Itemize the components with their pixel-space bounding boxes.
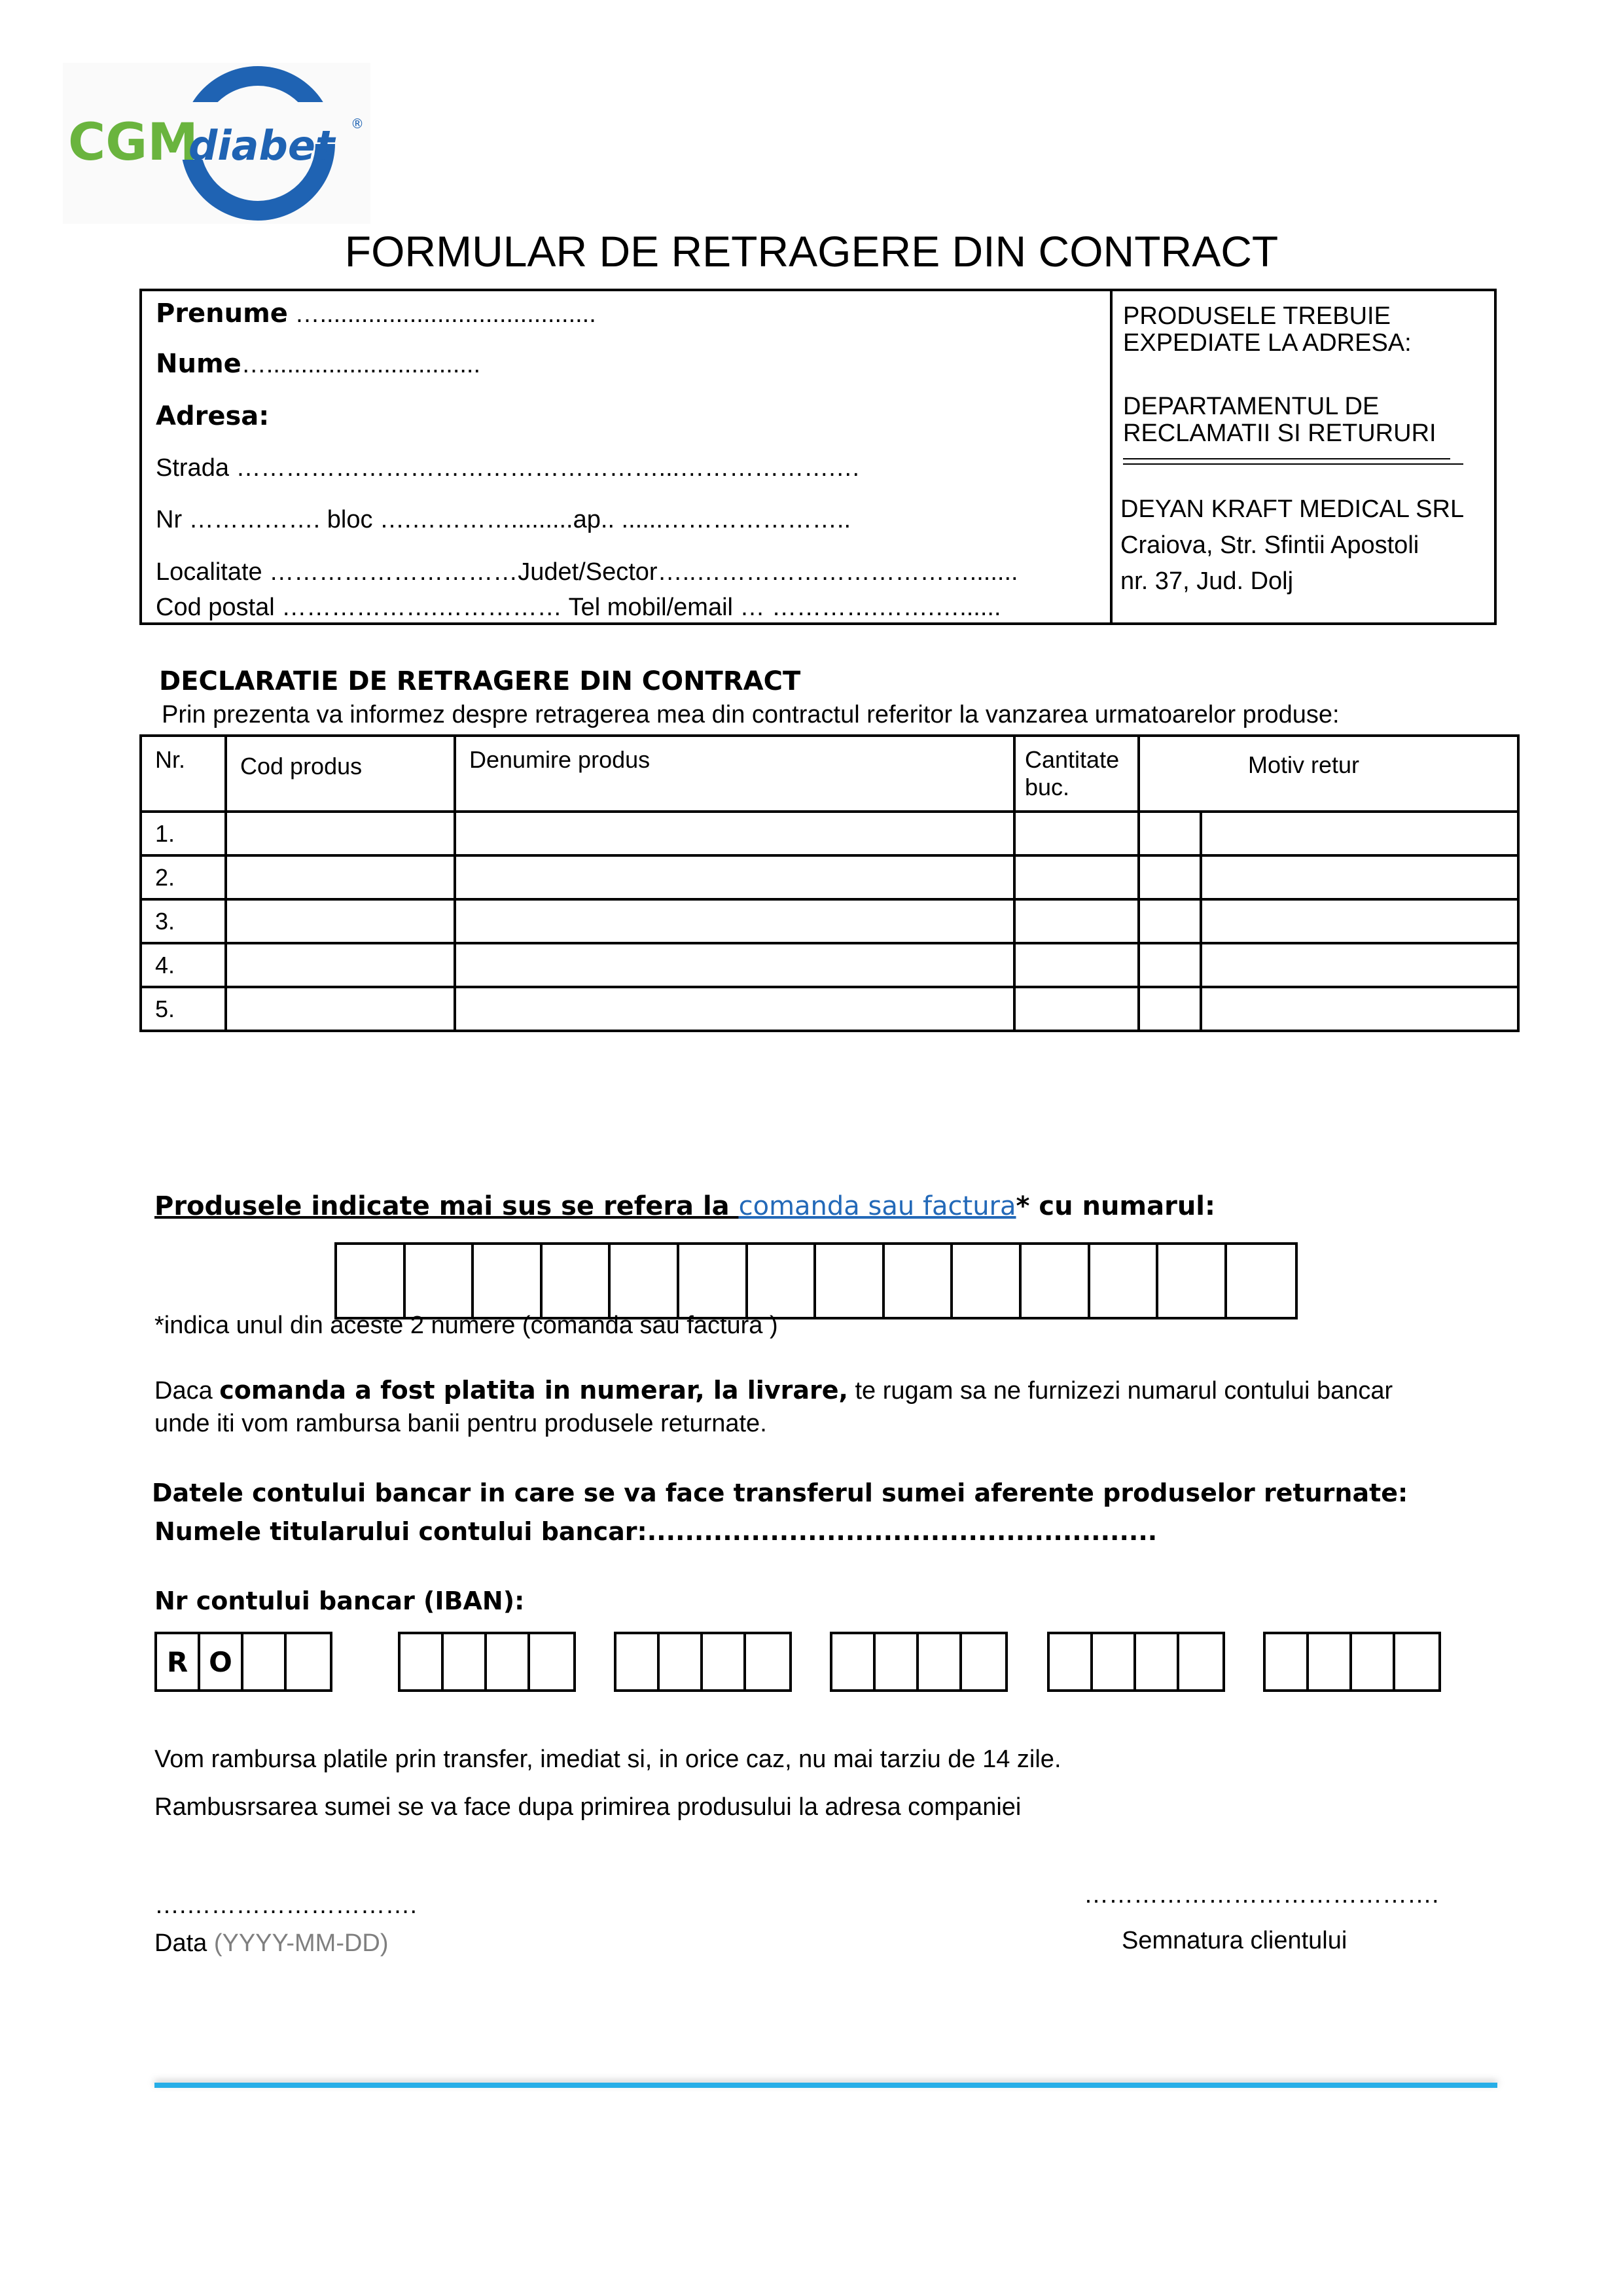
table-row (141, 987, 1518, 1031)
order-number-box[interactable] (748, 1245, 817, 1317)
order-number-box[interactable] (679, 1245, 748, 1317)
cell-denumire[interactable] (455, 987, 1014, 1031)
header-cantitate (1014, 736, 1139, 812)
order-number-box[interactable] (885, 1245, 954, 1317)
date-field-label (154, 1929, 389, 1958)
iban-group-3[interactable] (614, 1632, 792, 1692)
order-note: *indica unul din aceste 2 numere (comanda sau factura ) (154, 1312, 778, 1339)
logo-text-diabet: diabet (188, 122, 335, 170)
iban-group-4[interactable] (830, 1632, 1008, 1692)
iban-cell[interactable] (832, 1634, 876, 1689)
cell-cantitate[interactable] (1014, 987, 1139, 1031)
declaration-text: Prin prezenta va informez despre retragerea mea din contractul referitor la vanzarea urmatoarelor produse: (162, 701, 1340, 728)
cell-cod-produs[interactable] (226, 855, 455, 899)
iban-cell[interactable] (746, 1634, 789, 1689)
order-number-box[interactable] (1158, 1245, 1227, 1317)
iban-cell[interactable] (243, 1634, 287, 1689)
prenume-dots: …........................................ (287, 300, 596, 328)
cell-cantitate[interactable] (1014, 812, 1139, 855)
department-line-2: RECLAMATII SI RETURURI (1123, 420, 1436, 447)
adresa-label: Adresa: (156, 401, 270, 431)
department-rule-1 (1123, 458, 1450, 459)
form-title: FORMULAR DE RETRAGERE DIN CONTRACT (344, 227, 1279, 276)
account-holder-field[interactable] (154, 1517, 1157, 1546)
company-address-1: Craiova, Str. Sfintii Apostoli (1120, 531, 1419, 559)
cell-cantitate[interactable] (1014, 899, 1139, 943)
refund-line2: Rambusrsarea sumei se va face dupa primirea produsului la adresa companiei (154, 1793, 1022, 1821)
iban-cell[interactable] (1136, 1634, 1179, 1689)
cell-motiv-a[interactable] (1139, 855, 1201, 899)
date-dots[interactable]: ….………………………. (154, 1892, 418, 1919)
prenume-label: Prenume (156, 298, 288, 329)
iban-cell[interactable] (487, 1634, 530, 1689)
order-number-box[interactable] (543, 1245, 611, 1317)
cell-motiv-a[interactable] (1139, 987, 1201, 1031)
iban-group-5[interactable] (1047, 1632, 1225, 1692)
iban-cell[interactable] (876, 1634, 919, 1689)
iban-group-2[interactable] (398, 1632, 576, 1692)
header-motiv-retur: Motiv retur (1139, 736, 1518, 812)
cash-pre: Daca (154, 1377, 220, 1405)
iban-cell[interactable] (1352, 1634, 1395, 1689)
cell-denumire[interactable] (455, 943, 1014, 987)
shipping-heading-1: PRODUSELE TREBUIE (1123, 302, 1391, 330)
row-number: 1. (141, 812, 226, 855)
iban-cell: O (200, 1634, 243, 1689)
signature-label: Semnatura clientului (1122, 1927, 1347, 1954)
iban-cell[interactable] (1093, 1634, 1136, 1689)
company-logo (63, 63, 370, 224)
account-holder-dots: ...................................................... (647, 1517, 1158, 1546)
account-holder-label: Numele titularului contului bancar: (154, 1517, 647, 1546)
order-number-box[interactable] (1227, 1245, 1296, 1317)
cell-motiv-b[interactable] (1201, 987, 1518, 1031)
iban-cell[interactable] (1266, 1634, 1309, 1689)
order-number-box[interactable] (953, 1245, 1022, 1317)
nume-dots: …............................... (241, 351, 481, 378)
registered-mark: ® (351, 116, 364, 132)
iban-cell[interactable] (1309, 1634, 1352, 1689)
row-number: 3. (141, 899, 226, 943)
date-format-hint: (YYYY-MM-DD) (213, 1929, 389, 1957)
header-cantitate-line2: buc. (1025, 774, 1070, 800)
cash-post: te rugam sa ne furnizezi numarul contului bancar (847, 1377, 1393, 1405)
iban-cell[interactable] (962, 1634, 1005, 1689)
iban-group-1[interactable] (154, 1632, 332, 1692)
header-cod-produs: Cod produs (226, 736, 455, 812)
order-number-box[interactable] (337, 1245, 406, 1317)
order-label-post: * cu numarul: (1016, 1191, 1216, 1221)
date-label: Data (154, 1929, 214, 1957)
iban-cell[interactable] (444, 1634, 487, 1689)
cash-bold: comanda a fost platita in numerar, la livrare, (219, 1376, 848, 1405)
cell-denumire[interactable] (455, 855, 1014, 899)
table-row (141, 899, 1518, 943)
department-rule-2 (1123, 463, 1463, 465)
order-number-boxes[interactable] (334, 1242, 1298, 1319)
company-address-2: nr. 37, Jud. Dolj (1120, 567, 1294, 595)
refund-line1: Vom rambursa platile prin transfer, imediat si, in orice caz, nu mai tarziu de 14 zile. (154, 1746, 1061, 1773)
iban-label: Nr contului bancar (IBAN): (154, 1587, 525, 1615)
cash-paragraph-line1 (154, 1376, 1393, 1405)
header-denumire-produs: Denumire produs (455, 736, 1014, 812)
cell-motiv-b[interactable] (1201, 855, 1518, 899)
iban-cell[interactable] (1050, 1634, 1093, 1689)
cell-cantitate[interactable] (1014, 943, 1139, 987)
iban-cell[interactable] (660, 1634, 703, 1689)
nume-label: Nume (156, 349, 241, 379)
nr-bloc-ap-field[interactable]: Nr ……………. bloc ….………….........ap.. ......………………….. (156, 506, 851, 533)
cell-denumire[interactable] (455, 812, 1014, 855)
order-number-box[interactable] (474, 1245, 543, 1317)
declaration-heading: DECLARATIE DE RETRAGERE DIN CONTRACT (159, 666, 801, 696)
iban-cell[interactable] (1395, 1634, 1438, 1689)
order-reference-label (154, 1191, 1215, 1221)
cell-cod-produs[interactable] (226, 899, 455, 943)
iban-cell[interactable] (616, 1634, 660, 1689)
iban-cell[interactable] (287, 1634, 330, 1689)
order-number-box[interactable] (611, 1245, 679, 1317)
box-divider (1110, 289, 1113, 625)
iban-cell: R (157, 1634, 200, 1689)
order-number-box[interactable] (1022, 1245, 1090, 1317)
department-line-1: DEPARTAMENTUL DE (1123, 393, 1380, 420)
cell-motiv-a[interactable] (1139, 943, 1201, 987)
cod-postal-tel-field[interactable]: Cod postal ……………….…………… Tel mobil/email … ………….…….…...... (156, 594, 1001, 621)
order-number-box[interactable] (816, 1245, 885, 1317)
header-cantitate-line1: Cantitate (1025, 746, 1120, 773)
cell-denumire[interactable] (455, 899, 1014, 943)
order-number-box[interactable] (1090, 1245, 1159, 1317)
cell-motiv-b[interactable] (1201, 899, 1518, 943)
cash-paragraph-line2: unde iti vom rambursa banii pentru produsele returnate. (154, 1410, 767, 1437)
cell-motiv-a[interactable] (1139, 812, 1201, 855)
iban-cell[interactable] (530, 1634, 573, 1689)
cell-motiv-a[interactable] (1139, 899, 1201, 943)
header-nr: Nr. (141, 736, 226, 812)
row-number: 5. (141, 987, 226, 1031)
iban-cell[interactable] (401, 1634, 444, 1689)
nume-field[interactable] (156, 349, 480, 379)
products-table (139, 734, 1520, 1032)
order-label-pre: Produsele indicate mai sus se refera la (154, 1191, 739, 1221)
logo-text-cgm: CGM (68, 113, 198, 172)
products-header-row (141, 736, 1518, 812)
iban-cell[interactable] (1179, 1634, 1222, 1689)
cell-cantitate[interactable] (1014, 855, 1139, 899)
shipping-heading-2: EXPEDIATE LA ADRESA: (1123, 329, 1412, 357)
footer-accent-line (154, 2083, 1497, 2088)
cell-cod-produs[interactable] (226, 943, 455, 987)
cell-cod-produs[interactable] (226, 987, 455, 1031)
cell-motiv-b[interactable] (1201, 943, 1518, 987)
table-row (141, 943, 1518, 987)
iban-cell[interactable] (703, 1634, 746, 1689)
cell-cod-produs[interactable] (226, 812, 455, 855)
localitate-judet-field[interactable]: Localitate …………………………Judet/Sector…..……………………………....... (156, 558, 1018, 586)
strada-field[interactable]: Strada ……………………………………………...……………….… (156, 454, 861, 482)
iban-cell[interactable] (919, 1634, 962, 1689)
company-name: DEYAN KRAFT MEDICAL SRL (1120, 495, 1465, 523)
row-number: 4. (141, 943, 226, 987)
prenume-field[interactable] (156, 298, 596, 329)
comanda-factura-link[interactable]: comanda sau factura (738, 1191, 1016, 1221)
iban-group-6[interactable] (1263, 1632, 1441, 1692)
row-number: 2. (141, 855, 226, 899)
cell-motiv-b[interactable] (1201, 812, 1518, 855)
table-row (141, 812, 1518, 855)
bank-heading: Datele contului bancar in care se va face transferul sumei aferente produselor returnate: (152, 1479, 1408, 1507)
order-number-box[interactable] (406, 1245, 474, 1317)
table-row (141, 855, 1518, 899)
signature-dots[interactable]: ……………………………………. (1084, 1881, 1439, 1909)
